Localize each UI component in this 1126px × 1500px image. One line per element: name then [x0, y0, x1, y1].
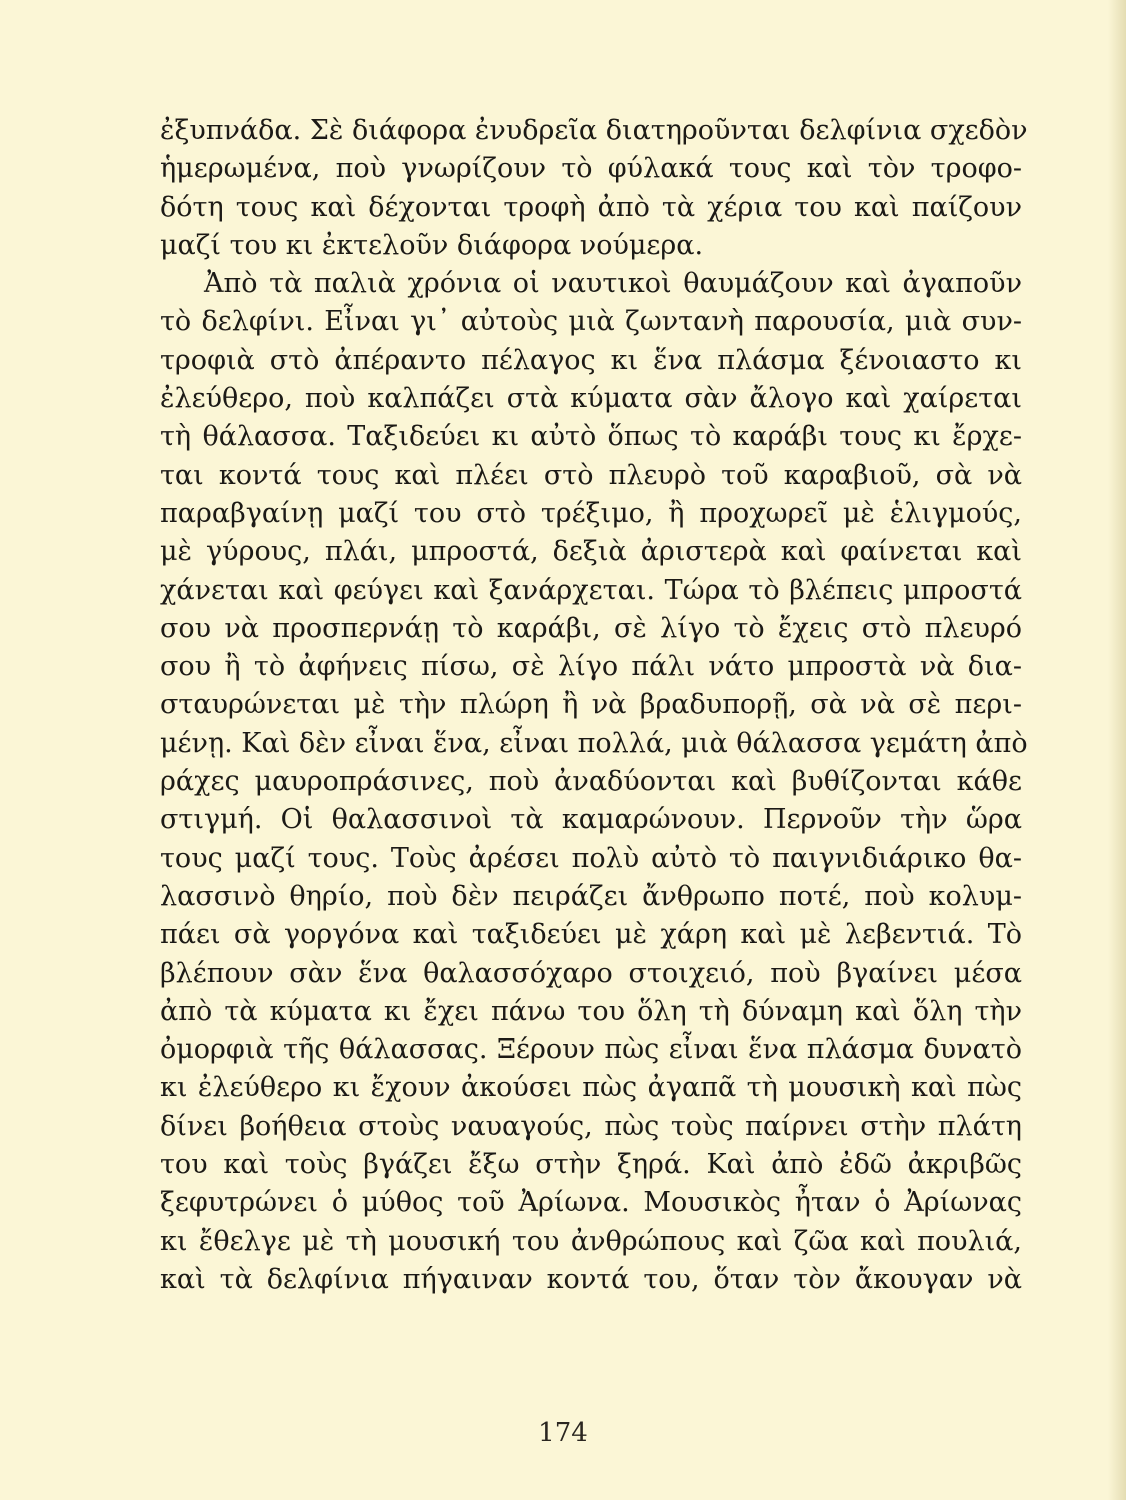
text-line: του καὶ τοὺς βγάζει ἔξω στὴν ξηρά. Καὶ ἀπὸ ἐδῶ ἀκριβῶς — [160, 1149, 1022, 1181]
text-line: λασσινὸ θηρίο, ποὺ δὲν πειράζει ἄνθρωπο ποτέ, ποὺ κολυμ- — [160, 880, 1022, 912]
text-line: σταυρώνεται μὲ τὴν πλώρη ἢ νὰ βραδυπορῇ, σὰ νὰ σὲ περι- — [160, 689, 1022, 721]
text-line: σου ἢ τὸ ἀφήνεις πίσω, σὲ λίγο πάλι νάτο μπροστὰ νὰ δια- — [160, 651, 1022, 683]
page-edge-shadow — [1108, 0, 1126, 1500]
text-line: δότη τους καὶ δέχονται τροφὴ ἀπὸ τὰ χέρια του καὶ παίζουν — [160, 191, 1022, 223]
page-number: 174 — [538, 1418, 588, 1448]
text-line: κι ἐλεύθερο κι ἔχουν ἀκούσει πὼς ἀγαπᾶ τὴ μουσικὴ καὶ πὼς — [160, 1072, 1022, 1104]
text-line: ράχες μαυροπράσινες, ποὺ ἀναδύονται καὶ βυθίζονται κάθε — [160, 766, 1022, 798]
text-line: καὶ τὰ δελφίνια πήγαιναν κοντά του, ὅταν τὸν ἄκουγαν νὰ — [160, 1263, 1022, 1295]
text-line: κι ἔθελγε μὲ τὴ μουσική του ἀνθρώπους καὶ ζῶα καὶ πουλιά, — [160, 1225, 1022, 1257]
text-line: πάει σὰ γοργόνα καὶ ταξιδεύει μὲ χάρη καὶ μὲ λεβεντιά. Τὸ — [160, 919, 1022, 951]
text-line: τροφιὰ στὸ ἀπέραντο πέλαγος κι ἕνα πλάσμα ξένοιαστο κι — [160, 344, 1022, 376]
text-line: τους μαζί τους. Τοὺς ἀρέσει πολὺ αὐτὸ τὸ παιγνιδιάρικο θα- — [160, 842, 1022, 874]
text-line: στιγμή. Οἱ θαλασσινοὶ τὰ καμαρώνουν. Περνοῦν τὴν ὥρα — [160, 804, 1022, 836]
text-line: ἐλεύθερο, ποὺ καλπάζει στὰ κύματα σὰν ἄλογο καὶ χαίρεται — [160, 383, 1022, 415]
text-line: δίνει βοήθεια στοὺς ναυαγούς, πὼς τοὺς παίρνει στὴν πλάτη — [160, 1110, 1022, 1142]
text-line: ἀπὸ τὰ κύματα κι ἔχει πάνω του ὅλη τὴ δύναμη καὶ ὅλη τὴν — [160, 995, 1022, 1027]
text-line: ἡμερωμένα, ποὺ γνωρίζουν τὸ φύλακά τους καὶ τὸν τροφο- — [160, 153, 1022, 185]
text-line: ται κοντά τους καὶ πλέει στὸ πλευρὸ τοῦ καραβιοῦ, σὰ νὰ — [160, 459, 1022, 491]
body-text — [160, 112, 1028, 1299]
text-line: μαζί του κι ἐκτελοῦν διάφορα νούμερα. — [160, 229, 704, 261]
text-line: Ἀπὸ τὰ παλιὰ χρόνια οἱ ναυτικοὶ θαυμάζουν καὶ ἀγαποῦν — [204, 268, 1022, 300]
text-line: ξεφυτρώνει ὁ μύθος τοῦ Ἀρίωνα. Μουσικὸς ἦταν ὁ Ἀρίωνας — [160, 1187, 1022, 1219]
text-line: ἐξυπνάδα. Σὲ διάφορα ἐνυδρεῖα διατηροῦνται δελφίνια σχεδὸν — [160, 115, 1028, 146]
text-line: ὀμορφιὰ τῆς θάλασσας. Ξέρουν πὼς εἶναι ἕνα πλάσμα δυνατὸ — [160, 1034, 1022, 1066]
text-line: χάνεται καὶ φεύγει καὶ ξανάρχεται. Τώρα τὸ βλέπεις μπροστά — [160, 574, 1022, 606]
text-line: σου νὰ προσπερνάῃ τὸ καράβι, σὲ λίγο τὸ ἔχεις στὸ πλευρό — [160, 612, 1022, 644]
text-line: τὴ θάλασσα. Ταξιδεύει κι αὐτὸ ὅπως τὸ καράβι τους κι ἔρχε- — [160, 421, 1022, 453]
text-line: παραβγαίνῃ μαζί του στὸ τρέξιμο, ἢ προχωρεῖ μὲ ἑλιγμούς, — [160, 497, 1022, 529]
text-line: μένῃ. Καὶ δὲν εἶναι ἕνα, εἶναι πολλά, μιὰ θάλασσα γεμάτη ἀπὸ — [160, 727, 1028, 759]
text-line: βλέπουν σὰν ἕνα θαλασσόχαρο στοιχειό, ποὺ βγαίνει μέσα — [160, 957, 1022, 989]
text-line: μὲ γύρους, πλάι, μπροστά, δεξιὰ ἀριστερὰ καὶ φαίνεται καὶ — [160, 536, 1022, 568]
text-line: τὸ δελφίνι. Εἶναι γι᾽ αὐτοὺς μιὰ ζωντανὴ παρουσία, μιὰ συν- — [160, 306, 1022, 338]
